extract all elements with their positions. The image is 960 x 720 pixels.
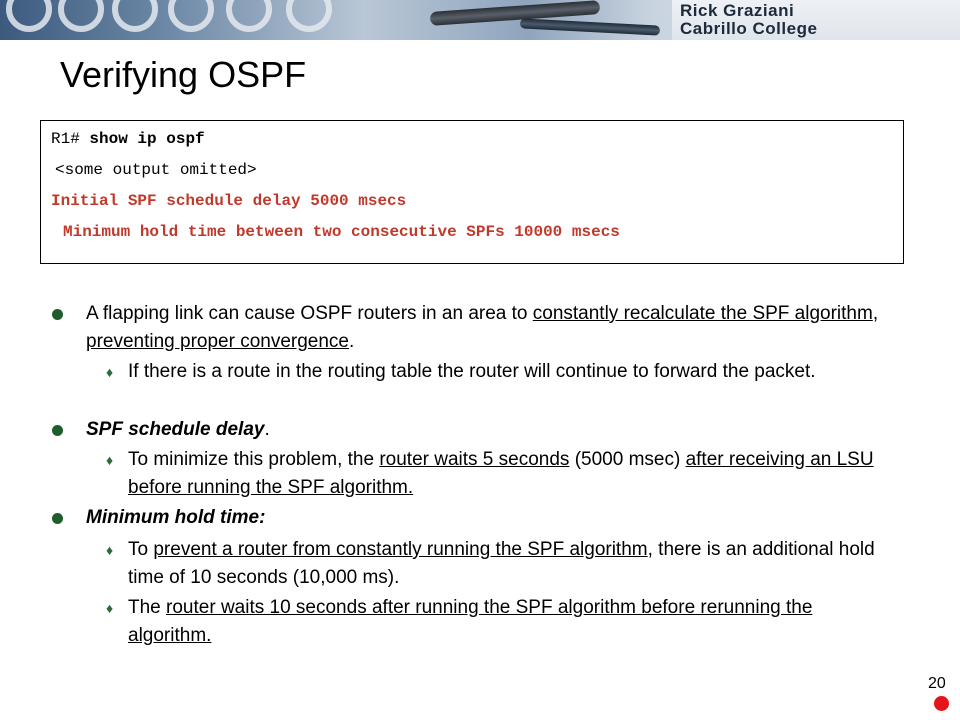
red-dot-icon [934, 696, 949, 711]
subbullet-prevent-constant-run [106, 536, 896, 592]
bullet-diamond-icon: ♦ [106, 542, 114, 558]
bullet-text: SPF schedule delay. [86, 419, 270, 440]
bullet-diamond-icon: ♦ [106, 600, 114, 616]
gear-icon [58, 0, 104, 32]
bullet-spf-schedule-delay [52, 416, 892, 444]
gear-icon [6, 0, 52, 32]
bullet-diamond-icon: ♦ [106, 364, 114, 380]
bullet-circle-icon [52, 513, 63, 524]
header-banner [0, 0, 960, 40]
bullet-minimum-hold-time [52, 504, 892, 532]
subbullet-text: To prevent a router from constantly running the SPF algorithm, there is an additional hold time of 10 seconds (10,000 ms). [128, 539, 875, 588]
bullet-text: A flapping link can cause OSPF routers in an area to constantly recalculate the SPF algorithm, preventing proper convergence. [86, 303, 879, 352]
bullet-circle-icon [52, 425, 63, 436]
bullet-circle-icon [52, 309, 63, 320]
subbullet-text: If there is a route in the routing table the router will continue to forward the packet. [128, 361, 816, 382]
cli-hold-time-line: Minimum hold time between two consecutive SPFs 10000 msecs [63, 223, 620, 241]
gear-icon [226, 0, 272, 32]
author-affiliation: Cabrillo College [680, 19, 818, 38]
gear-icon [286, 0, 332, 32]
cli-command-line [51, 130, 205, 148]
subbullet-router-waits-10s [106, 594, 896, 650]
bullet-flapping-link [52, 300, 892, 356]
slide-title: Verifying OSPF [60, 54, 307, 95]
subbullet-text: The router waits 10 seconds after running the SPF algorithm before rerunning the algorithm. [128, 597, 813, 646]
gear-icon [168, 0, 214, 32]
cable-image [520, 18, 660, 35]
bullet-text: Minimum hold time: [86, 507, 266, 528]
cli-spf-delay-line: Initial SPF schedule delay 5000 msecs [51, 192, 407, 210]
subbullet-text: To minimize this problem, the router waits 5 seconds (5000 msec) after receiving an LSU before running the SPF algorithm. [128, 449, 874, 498]
cli-prompt: R1# [51, 130, 80, 148]
gear-icon [112, 0, 158, 32]
subbullet-router-waits-5s [106, 446, 896, 502]
cli-omitted-note: <some output omitted> [55, 161, 257, 179]
page-number: 20 [928, 675, 946, 692]
bullet-diamond-icon: ♦ [106, 452, 114, 468]
cli-command: show ip ospf [89, 130, 205, 148]
cli-output-box [40, 120, 904, 264]
author-name: Rick Graziani [680, 1, 795, 20]
subbullet-route-forward [106, 358, 896, 386]
